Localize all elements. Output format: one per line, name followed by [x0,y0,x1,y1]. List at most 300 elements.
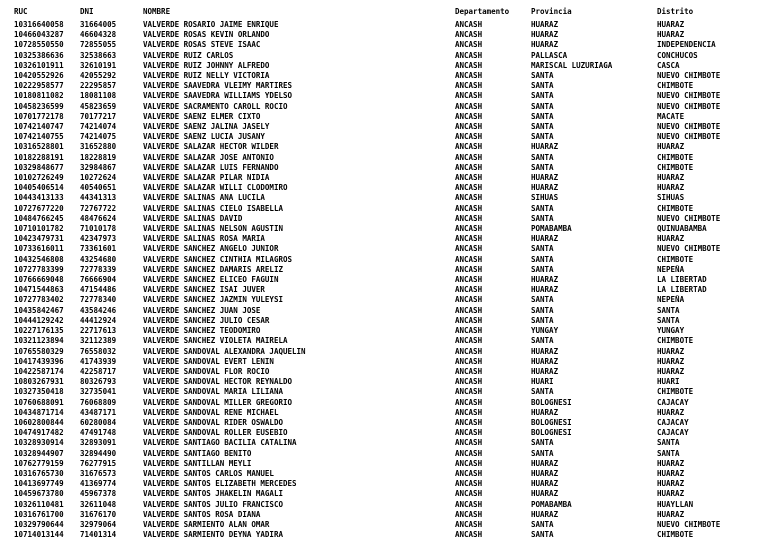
cell-departamento: ANCASH [455,366,483,376]
column-header-departamento: Departamento [455,7,510,16]
cell-ruc: 10326101911 [14,60,64,70]
cell-nombre: VALVERDE SANDOVAL FLOR ROCIO [143,366,270,376]
cell-dni: 32610191 [80,60,117,70]
cell-departamento: ANCASH [455,183,483,193]
cell-provincia: HUARAZ [531,407,559,417]
cell-dni: 43487171 [80,407,117,417]
cell-distrito: NUEVO CHIMBOTE [657,519,721,529]
cell-departamento: ANCASH [455,122,483,132]
cell-departamento: ANCASH [455,509,483,519]
table-row [14,489,768,499]
cell-dni: 42258717 [80,366,117,376]
cell-dni: 76558032 [80,346,117,356]
cell-ruc: 10710101782 [14,224,64,234]
table-row [14,459,768,469]
cell-departamento: ANCASH [455,132,483,142]
cell-nombre: VALVERDE SALINAS ANA LUCILA [143,193,265,203]
cell-departamento: ANCASH [455,275,483,285]
cell-distrito: CHIMBOTE [657,387,694,397]
cell-distrito: NUEVO CHIMBOTE [657,132,721,142]
cell-ruc: 10765580329 [14,346,64,356]
cell-dni: 48476624 [80,213,117,223]
table-row [14,132,768,142]
cell-nombre: VALVERDE SACRAMENTO CAROLL ROCIO [143,101,288,111]
cell-provincia: SANTA [531,203,554,213]
table-row [14,214,768,224]
table-row [14,295,768,305]
cell-ruc: 10422587174 [14,366,64,376]
cell-distrito: SANTA [657,305,680,315]
table-row [14,255,768,265]
cell-departamento: ANCASH [455,479,483,489]
cell-distrito: SANTA [657,438,680,448]
cell-nombre: VALVERDE SANDOVAL ALEXANDRA JAQUELIN [143,346,306,356]
cell-provincia: HUARAZ [531,142,559,152]
cell-dni: 43254680 [80,254,117,264]
cell-dni: 41369774 [80,479,117,489]
cell-distrito: HUARAZ [657,234,685,244]
cell-dni: 45823659 [80,101,117,111]
cell-departamento: ANCASH [455,285,483,295]
cell-ruc: 10434871714 [14,407,64,417]
cell-nombre: VALVERDE SALAZAR LUIS FERNANDO [143,162,279,172]
cell-provincia: SANTA [531,438,554,448]
cell-dni: 42055292 [80,71,117,81]
cell-distrito: CHIMBOTE [657,336,694,346]
cell-provincia: SIHUAS [531,193,559,203]
cell-nombre: VALVERDE SANCHEZ ANGELO JUNIOR [143,244,279,254]
cell-provincia: YUNGAY [531,326,559,336]
cell-ruc: 10329790644 [14,519,64,529]
cell-distrito: NUEVO CHIMBOTE [657,91,721,101]
cell-distrito: CHIMBOTE [657,254,694,264]
cell-dni: 44341313 [80,193,117,203]
cell-departamento: ANCASH [455,346,483,356]
cell-departamento: ANCASH [455,377,483,387]
cell-departamento: ANCASH [455,254,483,264]
cell-distrito: INDEPENDENCIA [657,40,716,50]
table-row [14,387,768,397]
cell-dni: 47154486 [80,285,117,295]
cell-departamento: ANCASH [455,438,483,448]
cell-dni: 32112389 [80,336,117,346]
cell-dni: 32894490 [80,448,117,458]
cell-dni: 32893091 [80,438,117,448]
cell-distrito: SANTA [657,448,680,458]
cell-ruc: 10227176135 [14,326,64,336]
table-row [14,265,768,275]
cell-distrito: HUARAZ [657,173,685,183]
table-row [14,91,768,101]
cell-dni: 47491748 [80,428,117,438]
cell-departamento: ANCASH [455,305,483,315]
cell-nombre: VALVERDE SANTIAGO BACILIA CATALINA [143,438,297,448]
cell-ruc: 10435842467 [14,305,64,315]
cell-departamento: ANCASH [455,30,483,40]
cell-ruc: 10420552926 [14,71,64,81]
cell-ruc: 10328930914 [14,438,64,448]
cell-distrito: LA LIBERTAD [657,275,707,285]
table-row [14,479,768,489]
cell-dni: 71401314 [80,530,117,540]
cell-dni: 32611048 [80,499,117,509]
table-row [14,408,768,418]
cell-ruc: 10742140755 [14,132,64,142]
cell-nombre: VALVERDE SAENZ JALINA JASELY [143,122,270,132]
cell-departamento: ANCASH [455,336,483,346]
cell-ruc: 10727783402 [14,295,64,305]
cell-distrito: HUARAZ [657,407,685,417]
cell-dni: 74214075 [80,132,117,142]
cell-distrito: HUARAZ [657,142,685,152]
cell-nombre: VALVERDE SANTILLAN MEYLI [143,458,252,468]
column-header-provincia: Provincia [531,7,572,16]
cell-ruc: 10423479731 [14,234,64,244]
cell-nombre: VALVERDE SANDOVAL EVERT LENIN [143,356,274,366]
cell-ruc: 10316761700 [14,509,64,519]
cell-distrito: CHIMBOTE [657,162,694,172]
cell-departamento: ANCASH [455,60,483,70]
cell-provincia: SANTA [531,295,554,305]
cell-departamento: ANCASH [455,71,483,81]
cell-nombre: VALVERDE SANCHEZ DAMARIS ARELIZ [143,264,283,274]
cell-dni: 22295857 [80,81,117,91]
table-row [14,71,768,81]
cell-provincia: SANTA [531,71,554,81]
cell-dni: 76068809 [80,397,117,407]
cell-nombre: VALVERDE SANDOVAL ROLLER EUSEBIO [143,428,288,438]
cell-nombre: VALVERDE SANTOS JHAKELIN MAGALI [143,489,283,499]
table-row [14,418,768,428]
cell-provincia: HUARAZ [531,366,559,376]
cell-dni: 32984867 [80,162,117,172]
table-header-row [14,7,768,20]
cell-ruc: 10727783399 [14,264,64,274]
cell-ruc: 10714013144 [14,530,64,540]
cell-provincia: HUARAZ [531,275,559,285]
cell-departamento: ANCASH [455,387,483,397]
cell-ruc: 10701772178 [14,111,64,121]
cell-departamento: ANCASH [455,244,483,254]
cell-nombre: VALVERDE SANCHEZ JAZMIN YULEYSI [143,295,283,305]
cell-departamento: ANCASH [455,101,483,111]
cell-ruc: 10222958577 [14,81,64,91]
cell-nombre: VALVERDE SANTOS CARLOS MANUEL [143,468,274,478]
table-row [14,438,768,448]
cell-dni: 45967378 [80,489,117,499]
cell-nombre: VALVERDE SALAZAR PILAR NIDIA [143,173,270,183]
cell-ruc: 10321123894 [14,336,64,346]
cell-dni: 31664005 [80,20,117,29]
cell-provincia: SANTA [531,336,554,346]
table-row [14,234,768,244]
cell-nombre: VALVERDE SANCHEZ TEODOMIRO [143,326,261,336]
cell-provincia: HUARAZ [531,489,559,499]
cell-provincia: SANTA [531,530,554,540]
table-row [14,51,768,61]
cell-ruc: 10182288191 [14,152,64,162]
cell-ruc: 10326110481 [14,499,64,509]
cell-dni: 32979064 [80,519,117,529]
cell-dni: 31676573 [80,468,117,478]
cell-nombre: VALVERDE SANTIAGO BENITO [143,448,252,458]
cell-nombre: VALVERDE SAENZ LUCIA JUSANY [143,132,265,142]
cell-departamento: ANCASH [455,50,483,60]
cell-ruc: 10405406514 [14,183,64,193]
cell-nombre: VALVERDE SANDOVAL MILLER GREGORIO [143,397,293,407]
cell-ruc: 10484766245 [14,213,64,223]
cell-distrito: NEPEÑA [657,264,685,274]
records-table [14,7,768,540]
cell-provincia: POMABAMBA [531,224,572,234]
cell-ruc: 10432546808 [14,254,64,264]
cell-dni: 31676170 [80,509,117,519]
cell-provincia: HUARAZ [531,173,559,183]
cell-provincia: SANTA [531,264,554,274]
cell-distrito: CAJACAY [657,397,689,407]
cell-distrito: SANTA [657,315,680,325]
cell-nombre: VALVERDE ROSARIO JAIME ENRIQUE [143,20,279,29]
cell-departamento: ANCASH [455,81,483,91]
cell-dni: 71010178 [80,224,117,234]
cell-distrito: CASCA [657,60,680,70]
cell-ruc: 10417439396 [14,356,64,366]
table-row [14,520,768,530]
cell-nombre: VALVERDE SALAZAR WILLI CLODOMIRO [143,183,288,193]
cell-ruc: 10328944907 [14,448,64,458]
cell-provincia: HUARAZ [531,30,559,40]
cell-distrito: HUARAZ [657,458,685,468]
cell-departamento: ANCASH [455,203,483,213]
table-row [14,244,768,254]
cell-departamento: ANCASH [455,448,483,458]
cell-nombre: VALVERDE ROSAS KEVIN ORLANDO [143,30,270,40]
cell-ruc: 10458236599 [14,101,64,111]
table-row [14,347,768,357]
cell-dni: 46604328 [80,30,117,40]
cell-ruc: 10762779159 [14,458,64,468]
cell-distrito: CAJACAY [657,417,689,427]
cell-dni: 74214074 [80,122,117,132]
cell-ruc: 10443413133 [14,193,64,203]
cell-provincia: HUARAZ [531,183,559,193]
cell-dni: 31652880 [80,142,117,152]
cell-distrito: CONCHUCOS [657,50,698,60]
cell-nombre: VALVERDE SANDOVAL RENE MICHAEL [143,407,279,417]
cell-provincia: HUARAZ [531,234,559,244]
cell-dni: 72778339 [80,264,117,274]
cell-distrito: HUAYLLAN [657,499,694,509]
cell-nombre: VALVERDE SANCHEZ ELICEO FAGUIN [143,275,279,285]
cell-departamento: ANCASH [455,489,483,499]
cell-nombre: VALVERDE SANTOS ELIZABETH MERCEDES [143,479,297,489]
cell-provincia: HUARAZ [531,468,559,478]
cell-departamento: ANCASH [455,519,483,529]
cell-nombre: VALVERDE SANDOVAL RIDER OSWALDO [143,417,283,427]
cell-departamento: ANCASH [455,417,483,427]
cell-nombre: VALVERDE SANDOVAL HECTOR REYNALDO [143,377,293,387]
cell-departamento: ANCASH [455,173,483,183]
cell-departamento: ANCASH [455,234,483,244]
table-row [14,183,768,193]
table-row [14,224,768,234]
cell-provincia: HUARAZ [531,346,559,356]
cell-departamento: ANCASH [455,468,483,478]
table-row [14,81,768,91]
cell-provincia: SANTA [531,315,554,325]
cell-dni: 44412924 [80,315,117,325]
cell-departamento: ANCASH [455,40,483,50]
cell-provincia: BOLOGNESI [531,417,572,427]
cell-dni: 18228819 [80,152,117,162]
cell-dni: 76277915 [80,458,117,468]
cell-distrito: NUEVO CHIMBOTE [657,213,721,223]
cell-ruc: 10444129242 [14,315,64,325]
cell-nombre: VALVERDE SALAZAR HECTOR WILDER [143,142,279,152]
cell-distrito: CHIMBOTE [657,530,694,540]
column-header-ruc: RUC [14,7,28,16]
table-row [14,102,768,112]
table-row [14,112,768,122]
cell-nombre: VALVERDE SANCHEZ ISAI JUVER [143,285,265,295]
cell-ruc: 10327350418 [14,387,64,397]
cell-departamento: ANCASH [455,397,483,407]
cell-distrito: NUEVO CHIMBOTE [657,101,721,111]
cell-provincia: HUARAZ [531,479,559,489]
cell-departamento: ANCASH [455,111,483,121]
table-body [14,20,768,540]
cell-departamento: ANCASH [455,213,483,223]
cell-provincia: SANTA [531,122,554,132]
cell-provincia: HUARAZ [531,458,559,468]
cell-departamento: ANCASH [455,152,483,162]
cell-dni: 72778340 [80,295,117,305]
cell-ruc: 10760688091 [14,397,64,407]
cell-dni: 80326793 [80,377,117,387]
table-row [14,510,768,520]
cell-ruc: 10459673780 [14,489,64,499]
cell-distrito: NEPEÑA [657,295,685,305]
cell-departamento: ANCASH [455,91,483,101]
cell-nombre: VALVERDE SANTOS ROSA DIANA [143,509,261,519]
cell-ruc: 10803267931 [14,377,64,387]
cell-ruc: 10766669048 [14,275,64,285]
cell-provincia: SANTA [531,91,554,101]
cell-distrito: YUNGAY [657,326,685,336]
table-row [14,428,768,438]
table-row [14,204,768,214]
cell-provincia: SANTA [531,101,554,111]
cell-ruc: 10329848677 [14,162,64,172]
column-header-distrito: Distrito [657,7,694,16]
cell-provincia: BOLOGNESI [531,428,572,438]
cell-dni: 40540651 [80,183,117,193]
cell-provincia: SANTA [531,213,554,223]
cell-distrito: NUEVO CHIMBOTE [657,244,721,254]
cell-departamento: ANCASH [455,407,483,417]
cell-distrito: HUARAZ [657,346,685,356]
cell-nombre: VALVERDE RUIZ NELLY VICTORIA [143,71,270,81]
cell-provincia: SANTA [531,132,554,142]
cell-ruc: 10742140747 [14,122,64,132]
cell-nombre: VALVERDE SANCHEZ VIOLETA MAIRELA [143,336,288,346]
table-row [14,153,768,163]
table-row [14,20,768,30]
cell-nombre: VALVERDE SAAVEDRA WILLIAMS YDELSO [143,91,293,101]
cell-provincia: SANTA [531,111,554,121]
cell-distrito: QUINUABAMBA [657,224,707,234]
table-row [14,398,768,408]
cell-provincia: SANTA [531,519,554,529]
cell-nombre: VALVERDE RUIZ CARLOS [143,50,234,60]
cell-distrito: HUARAZ [657,489,685,499]
table-row [14,500,768,510]
cell-ruc: 10325386636 [14,50,64,60]
cell-provincia: BOLOGNESI [531,397,572,407]
cell-provincia: SANTA [531,387,554,397]
cell-nombre: VALVERDE SALINAS DAVID [143,213,243,223]
table-row [14,449,768,459]
cell-distrito: HUARAZ [657,20,685,29]
cell-ruc: 10316640058 [14,20,64,29]
cell-provincia: HUARAZ [531,285,559,295]
table-row [14,173,768,183]
cell-ruc: 10466043287 [14,30,64,40]
cell-departamento: ANCASH [455,295,483,305]
cell-provincia: HUARAZ [531,509,559,519]
cell-nombre: VALVERDE SANTOS JULIO FRANCISCO [143,499,283,509]
cell-provincia: HUARAZ [531,20,559,29]
table-row [14,193,768,203]
cell-departamento: ANCASH [455,428,483,438]
cell-nombre: VALVERDE SANCHEZ JUAN JOSE [143,305,261,315]
cell-provincia: SANTA [531,81,554,91]
table-row [14,377,768,387]
table-row [14,469,768,479]
cell-nombre: VALVERDE RUIZ JOHNNY ALFREDO [143,60,270,70]
cell-nombre: VALVERDE SANDOVAL MARIA LILIANA [143,387,283,397]
table-row [14,142,768,152]
cell-distrito: NUEVO CHIMBOTE [657,122,721,132]
cell-ruc: 10727677220 [14,203,64,213]
cell-dni: 73361601 [80,244,117,254]
cell-distrito: HUARAZ [657,183,685,193]
cell-ruc: 10102726249 [14,173,64,183]
cell-ruc: 10474917482 [14,428,64,438]
cell-nombre: VALVERDE SANCHEZ JULIO CESAR [143,315,270,325]
cell-ruc: 10180811082 [14,91,64,101]
cell-ruc: 10602800844 [14,417,64,427]
cell-provincia: SANTA [531,152,554,162]
table-row [14,306,768,316]
cell-dni: 18081108 [80,91,117,101]
cell-ruc: 10316765730 [14,468,64,478]
cell-nombre: VALVERDE SALINAS CIELO ISABELLA [143,203,283,213]
cell-dni: 72767722 [80,203,117,213]
cell-distrito: HUARAZ [657,30,685,40]
table-row [14,316,768,326]
cell-ruc: 10733616011 [14,244,64,254]
cell-nombre: VALVERDE SANCHEZ CINTHIA MILAGROS [143,254,293,264]
table-row [14,326,768,336]
cell-ruc: 10316528801 [14,142,64,152]
table-row [14,61,768,71]
table-row [14,163,768,173]
cell-departamento: ANCASH [455,224,483,234]
cell-distrito: MACATE [657,111,685,121]
cell-dni: 22717613 [80,326,117,336]
table-row [14,336,768,346]
